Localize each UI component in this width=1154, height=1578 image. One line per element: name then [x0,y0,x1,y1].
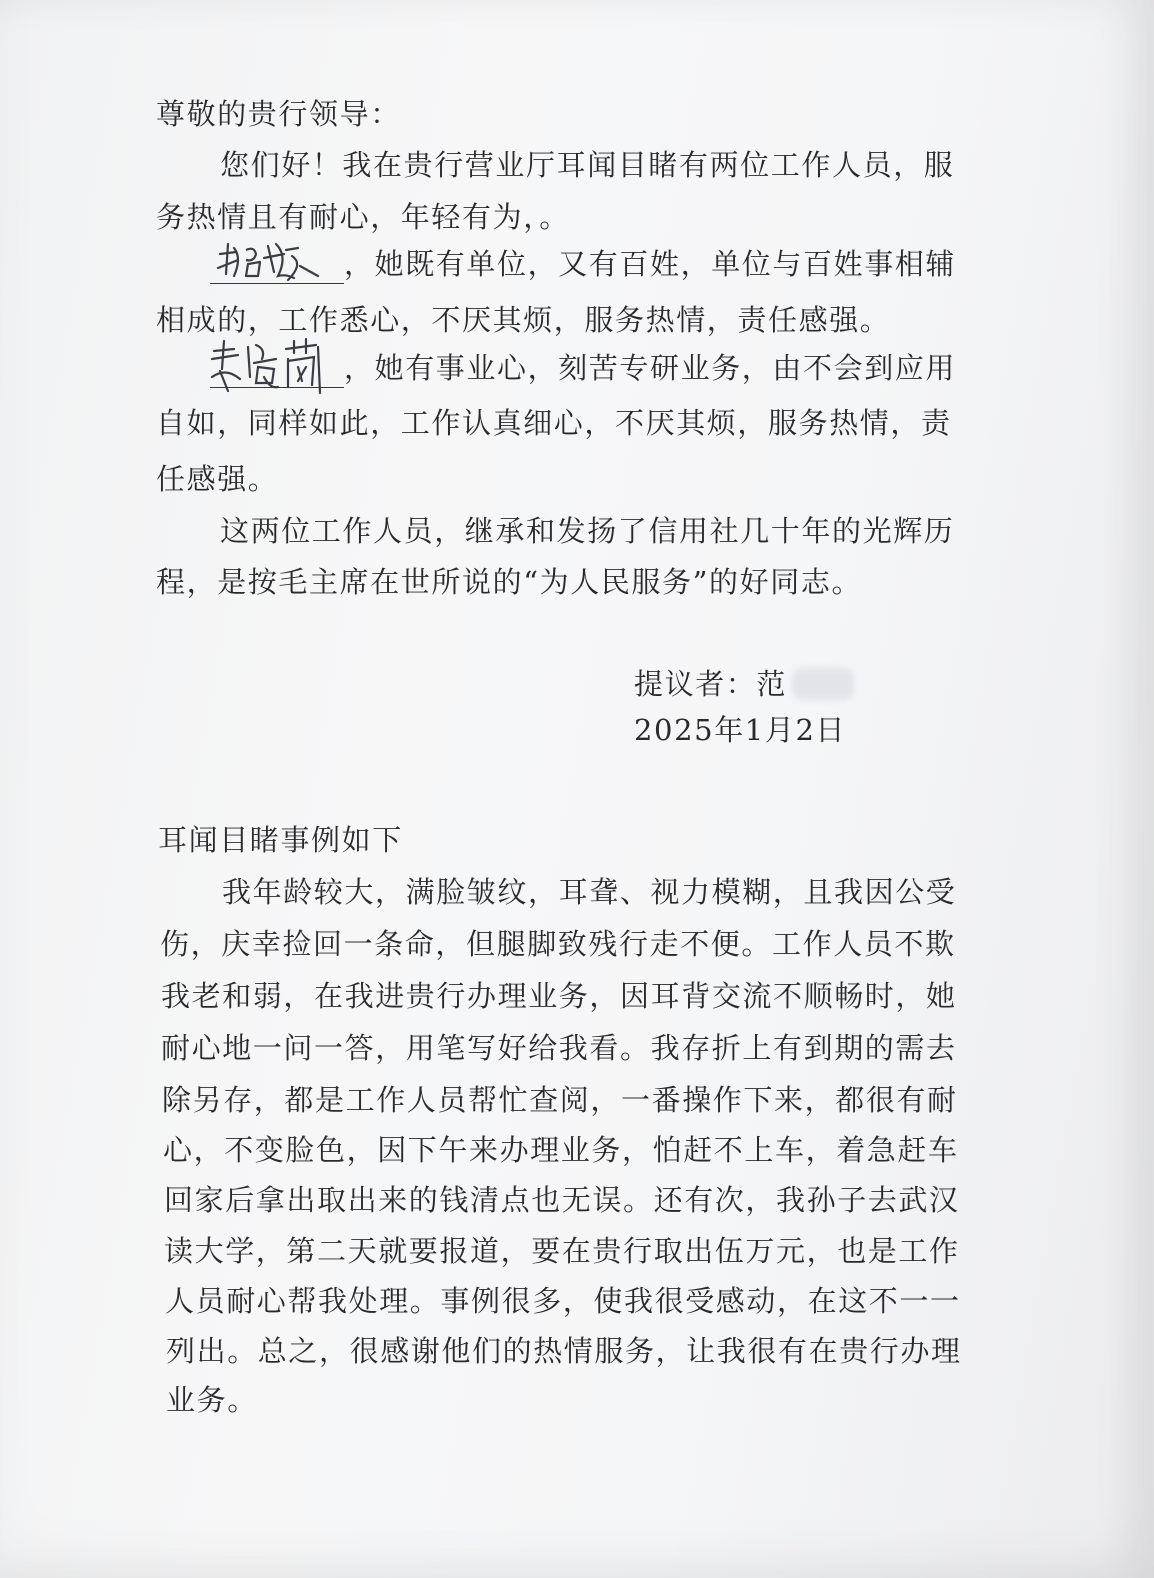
examples-heading: 耳闻目睹事例如下 [158,823,403,857]
paragraph-line: 您们好！我在贵行营业厅耳闻目睹有两位工作人员，服 [220,148,955,182]
example-line: 我老和弱，在我进贵行办理业务，因耳背交流不顺畅时，她 [161,979,957,1013]
example-line: 心，不变脸色，因下午来办理业务，怕赶不上车，着急赶车 [163,1133,959,1167]
signature-underline-2 [210,387,344,388]
paragraph-line: ，她既有单位，又有百姓，单位与百姓事相辅 [344,247,957,281]
proposer: 提议者：范 [634,667,788,701]
example-line: 伤，庆幸捡回一条命，但腿脚致残行走不便。工作人员不欺 [160,927,956,961]
example-line: 读大学，第二天就要报道，要在贵行取出伍万元，也是工作 [164,1234,960,1268]
example-line: 人员耐心帮我处理。事例很多，使我很受感动，在这不一一 [165,1284,961,1318]
redacted-name [792,668,854,700]
salutation: 尊敬的贵行领导： [156,97,401,131]
signature-underline-1 [210,283,344,284]
paragraph-line: 任感强。 [156,462,279,496]
paragraph-line: 这两位工作人员，继承和发扬了信用社几十年的光辉历 [220,514,955,548]
example-line: 回家后拿出取出来的钱清点也无误。还有次，我孙子去武汉 [164,1183,960,1217]
letter-date: 2025年1月2日 [634,713,847,747]
example-line: 耐心地一问一答，用笔写好给我看。我存折上有到期的需去 [161,1031,957,1065]
handwritten-signature-1 [214,236,334,286]
example-line: 业务。 [166,1383,258,1417]
paragraph-line: 务热情且有耐心，年轻有为，。 [156,200,570,234]
paragraph-line: 自如，同样如此，工作认真细心，不厌其烦，服务热情，责 [156,406,952,440]
example-line: 除另存，都是工作人员帮忙查阅，一番操作下来，都很有耐 [162,1083,958,1117]
paragraph-line: 相成的，工作悉心，不厌其烦，服务热情，责任感强。 [156,303,891,337]
paragraph-line: ，她有事业心，刻苦专研业务，由不会到应用 [344,351,957,385]
handwritten-signature-2 [206,336,336,398]
example-line: 我年龄较大，满脸皱纹，耳聋、视力模糊，且我因公受 [222,875,957,909]
example-line: 列出。总之，很感谢他们的热情服务，让我很有在贵行办理 [166,1334,962,1368]
paragraph-line: 程，是按毛主席在世所说的“为人民服务”的好同志。 [156,565,863,599]
